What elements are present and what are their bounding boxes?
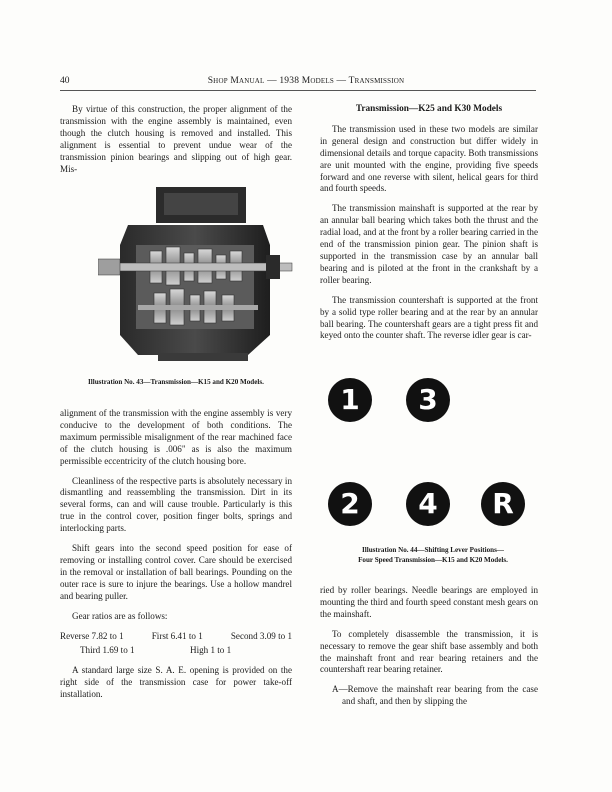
- ratio-first: First 6.41 to 1: [151, 630, 203, 641]
- ratio-high: High 1 to 1: [190, 645, 232, 656]
- caption-line: Illustration No. 44—Shifting Lever Positions—: [362, 546, 504, 554]
- ratio-reverse: Reverse 7.82 to 1: [60, 630, 124, 641]
- running-title: Shop Manual — 1938 Models — Transmission: [207, 76, 405, 86]
- transmission-illustration: [98, 185, 298, 365]
- gear-ratios-row-1: [60, 631, 292, 643]
- section-heading: Transmission—K25 and K30 Models: [355, 104, 503, 114]
- paragraph: The transmission mainshaft is supported at the rear by an annular ball bearing which takes both the thrust and the radial load, and at the front by a roller bearing carried in the end of the transmission pinion gear. The pinion shaft is supported in the transmission case by an annular ball bearing and is piloted at the front in the crankshaft by a roller bearing.: [320, 203, 538, 285]
- paragraph: The transmission countershaft is supported at the front by a solid type roller bearing and at the rear by an annular ball bearing. The countershaft gears are a tight press fit and keyed onto the counter shaft. The reverse idler gear is car-: [320, 294, 538, 341]
- paragraph: To completely disassemble the transmission, it is necessary to remove the gear shift base assembly and both the mainshaft front and rear bearing retainers and the countershaft rear bearing retainer.: [320, 628, 538, 675]
- caption-line: Four Speed Transmission—K15 and K20 Models.: [358, 556, 508, 564]
- shift-position-3-badge: 3: [406, 378, 450, 422]
- ratio-second: Second 3.09 to 1: [230, 630, 292, 641]
- right-column-bottom: [320, 585, 538, 716]
- shift-position-2-badge: 2: [328, 482, 372, 526]
- paragraph: alignment of the transmission with the engine assembly is very conducive to the development of both conditions. The maximum permissible misalignment of the rear machined face of the clutch housing is .006" as is also the maximum permissible eccentricity of the clutch housing bore.: [60, 408, 292, 466]
- paragraph: A—Remove the mainshaft rear bearing from the case and shaft, and then by slipping the: [332, 684, 538, 707]
- shift-position-4-badge: 4: [406, 482, 450, 526]
- paragraph: ried by roller bearings. Needle bearings are employed in mounting the third and fourth speed constant mesh gears on the mainshaft.: [320, 585, 538, 619]
- gear-ratios-row-2: [60, 645, 292, 657]
- paragraph: Shift gears into the second speed position for ease of removing or installing control cover. Care should be exercised in the removal or installation of ball bearings. Pounding on the outer race is sure to injure the bearings. Use a hollow mandrel and bearing puller.: [60, 543, 292, 601]
- paragraph: Gear ratios are as follows:: [72, 610, 168, 621]
- paragraph: A standard large size S. A. E. opening is provided on the right side of the transmission case for power take-off installation.: [60, 665, 292, 700]
- paragraph: By virtue of this construction, the proper alignment of the transmission with the engine assembly is maintained, even though the clutch housing is removed and installed. This alignment is essential to prevent undue wear of the transmission pinion bearings and slipping out of high gear. Mis-: [60, 104, 292, 174]
- shift-position-1-badge: 1: [328, 378, 372, 422]
- shift-position-reverse-badge: R: [481, 482, 525, 526]
- left-column-top: [60, 104, 292, 183]
- figure-caption-43: Illustration No. 43—Transmission—K15 and K20 Models.: [88, 378, 264, 386]
- left-column-bottom: [60, 408, 292, 709]
- right-column-top: [320, 104, 538, 350]
- ratio-third: Third 1.69 to 1: [80, 645, 135, 656]
- figure-caption-44: [328, 545, 538, 565]
- header-rule: [60, 90, 536, 91]
- page-number: 40: [60, 76, 70, 86]
- paragraph: Cleanliness of the respective parts is absolutely necessary in dismantling and reassembling the transmission. Dirt in its several forms, can and will cause trouble. Particularly is this true in the control cover, position finger bolts, springs and interlocking parts.: [60, 475, 292, 534]
- page-header: [60, 76, 536, 90]
- paragraph: The transmission used in these two models are similar in general design and construction but differ widely in dimensional details and torque capacity. Both transmissions are unit mounted with the engine, providing five speeds forward and one reverse with silent, helical gears for third and fourth speeds.: [320, 123, 538, 194]
